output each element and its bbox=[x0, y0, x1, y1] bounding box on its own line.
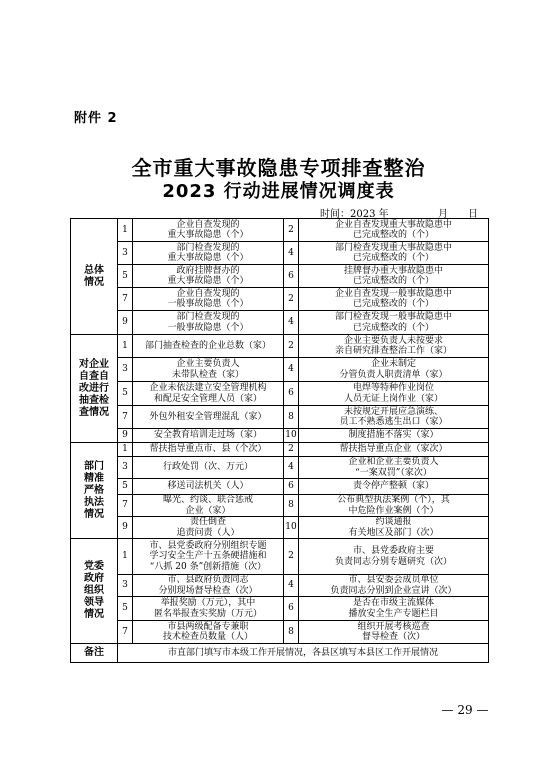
item-text: 市、县安委会成员单位 负责同志分别到企业宣讲（次） bbox=[299, 575, 489, 597]
item-text: 移送司法机关（人） bbox=[133, 479, 284, 495]
item-text: 曝光、约谈、联合惩戒 企业（家） bbox=[133, 495, 284, 517]
table-row bbox=[71, 242, 489, 265]
item-number: 10 bbox=[284, 517, 299, 539]
item-number: 8 bbox=[284, 406, 299, 429]
table-row bbox=[71, 539, 489, 575]
section-category: 总体 情况 bbox=[71, 219, 118, 335]
table-row bbox=[71, 311, 489, 335]
table-row bbox=[71, 479, 489, 495]
table-row bbox=[71, 443, 489, 457]
item-text: 政府挂牌督办的 重大事故隐患（个） bbox=[133, 265, 284, 288]
item-number: 4 bbox=[284, 457, 299, 479]
item-text: 部门抽查检查的企业总数（家） bbox=[133, 335, 284, 358]
item-text: 企业和企业主要负责人 “一案双罚”（家次） bbox=[299, 457, 489, 479]
remarks-row bbox=[71, 644, 489, 663]
page-subtitle: 2023 行动进展情况调度表 bbox=[162, 181, 395, 202]
item-number: 9 bbox=[118, 517, 133, 539]
item-text: 责令停产整顿（家） bbox=[299, 479, 489, 495]
item-number: 6 bbox=[284, 265, 299, 288]
remarks-label: 备注 bbox=[71, 644, 118, 663]
section-category: 党委 政府 组织 领导 情况 bbox=[71, 539, 118, 644]
table-row bbox=[71, 219, 489, 242]
item-number: 2 bbox=[284, 539, 299, 575]
item-text: 企业自查发现的 重大事故隐患（个） bbox=[133, 219, 284, 242]
item-text: 企业自查发现的 一般事故隐患（个） bbox=[133, 288, 284, 311]
item-number: 5 bbox=[118, 479, 133, 495]
item-text: 挂牌督办重大事故隐患中 已完成整改的（个） bbox=[299, 265, 489, 288]
item-text: 企业自查发现一般事故隐患中 已完成整改的（个） bbox=[299, 288, 489, 311]
item-number: 4 bbox=[284, 358, 299, 382]
item-text: 部门检查发现的 一般事故隐患（个） bbox=[133, 311, 284, 335]
item-text: 帮扶指导重点企业（家次） bbox=[299, 443, 489, 457]
item-text: 组织开展考核巡查 督导检查（次） bbox=[299, 621, 489, 644]
table-row bbox=[71, 429, 489, 443]
table-row bbox=[71, 517, 489, 539]
item-number: 8 bbox=[284, 495, 299, 517]
item-text: 公布典型执法案例（个），其 中危险作业案例（个） bbox=[299, 495, 489, 517]
table-row bbox=[71, 621, 489, 644]
item-text: 是否在市级主流媒体 播放安全生产专题栏目 bbox=[299, 597, 489, 621]
item-number: 3 bbox=[118, 242, 133, 265]
item-number: 10 bbox=[284, 429, 299, 443]
item-number: 7 bbox=[118, 495, 133, 517]
item-text: 企业主要负责人 未带队检查（家） bbox=[133, 358, 284, 382]
item-text: 帮扶指导重点市、县（个次） bbox=[133, 443, 284, 457]
item-text: 安全教育培训走过场（家） bbox=[133, 429, 284, 443]
item-text: 部门检查发现的 重大事故隐患（个） bbox=[133, 242, 284, 265]
page-number: — 29 — bbox=[441, 703, 489, 717]
item-text: 制度措施不落实（家） bbox=[299, 429, 489, 443]
item-number: 1 bbox=[118, 443, 133, 457]
item-number: 5 bbox=[118, 382, 133, 406]
date-day-label: 日 bbox=[468, 209, 478, 220]
item-number: 3 bbox=[118, 358, 133, 382]
item-number: 6 bbox=[284, 597, 299, 621]
item-number: 1 bbox=[118, 335, 133, 358]
item-number: 1 bbox=[118, 539, 133, 575]
item-text: 电焊等特种作业岗位 人员无证上岗作业（家） bbox=[299, 382, 489, 406]
table-row bbox=[71, 358, 489, 382]
table-row bbox=[71, 265, 489, 288]
item-number: 4 bbox=[284, 311, 299, 335]
section-category: 部门 精准 严格 执法 情况 bbox=[71, 443, 118, 539]
item-text: 市、县党委政府主要 负责同志分别专题研究（次） bbox=[299, 539, 489, 575]
item-text: 约谈通报 有关地区及部门（次） bbox=[299, 517, 489, 539]
table-row bbox=[71, 495, 489, 517]
section-category: 对企业 自查自 改进行 抽查检 查情况 bbox=[71, 335, 118, 443]
table-row bbox=[71, 597, 489, 621]
item-text: 举报奖励（万元），其中 匿名举报查实奖励（万元） bbox=[133, 597, 284, 621]
item-number: 5 bbox=[118, 265, 133, 288]
item-number: 7 bbox=[118, 406, 133, 429]
item-text: 企业自查发现重大事故隐患中 已完成整改的（个） bbox=[299, 219, 489, 242]
item-number: 2 bbox=[284, 219, 299, 242]
item-text: 外包外租安全管理混乱（家） bbox=[133, 406, 284, 429]
item-number: 1 bbox=[118, 219, 133, 242]
item-number: 5 bbox=[118, 597, 133, 621]
item-number: 4 bbox=[284, 242, 299, 265]
item-text: 行政处罚（次、万元） bbox=[133, 457, 284, 479]
item-text: 未按规定开展应急演练、 员工不熟悉逃生出口（家） bbox=[299, 406, 489, 429]
item-number: 2 bbox=[284, 288, 299, 311]
item-text: 企业未制定 分管负责人职责清单（家） bbox=[299, 358, 489, 382]
item-text: 市县两级配备专兼职 技术检查员数量（人） bbox=[133, 621, 284, 644]
item-text: 市、县政府负责同志 分别现场督导检查（次） bbox=[133, 575, 284, 597]
date-year-label: 时间：2023 年 bbox=[320, 209, 389, 220]
table-row bbox=[71, 457, 489, 479]
item-text: 企业主要负责人未按要求 亲自研究排查整治工作（家） bbox=[299, 335, 489, 358]
item-text: 市、县党委政府分别组织专题 学习安全生产十五条硬措施和 “八抓 20 条”创新措施（次） bbox=[133, 539, 284, 575]
table-row bbox=[71, 288, 489, 311]
item-number: 6 bbox=[284, 382, 299, 406]
item-number: 2 bbox=[284, 443, 299, 457]
item-number: 3 bbox=[118, 575, 133, 597]
item-number: 2 bbox=[284, 335, 299, 358]
table-row bbox=[71, 406, 489, 429]
item-number: 3 bbox=[118, 457, 133, 479]
attachment-label: 附件 2 bbox=[74, 111, 118, 126]
table-row bbox=[71, 382, 489, 406]
item-number: 8 bbox=[284, 621, 299, 644]
item-number: 4 bbox=[284, 575, 299, 597]
remarks-text: 市直部门填写市本级工作开展情况，各县区填写本县区工作开展情况 bbox=[118, 644, 489, 663]
item-text: 部门检查发现一般事故隐患中 已完成整改的（个） bbox=[299, 311, 489, 335]
item-text: 部门检查发现重大事故隐患中 已完成整改的（个） bbox=[299, 242, 489, 265]
table-row bbox=[71, 335, 489, 358]
progress-table bbox=[70, 218, 489, 663]
item-number: 9 bbox=[118, 311, 133, 335]
item-number: 9 bbox=[118, 429, 133, 443]
table-row bbox=[71, 575, 489, 597]
page-title: 全市重大事故隐患专项排查整治 bbox=[131, 156, 426, 180]
item-number: 7 bbox=[118, 621, 133, 644]
item-number: 6 bbox=[284, 479, 299, 495]
date-month-label: 月 bbox=[438, 209, 448, 220]
item-text: 责任倒查 追责问责（人） bbox=[133, 517, 284, 539]
item-number: 7 bbox=[118, 288, 133, 311]
item-text: 企业未依法建立安全管理机构 和配足安全管理人员（家） bbox=[133, 382, 284, 406]
